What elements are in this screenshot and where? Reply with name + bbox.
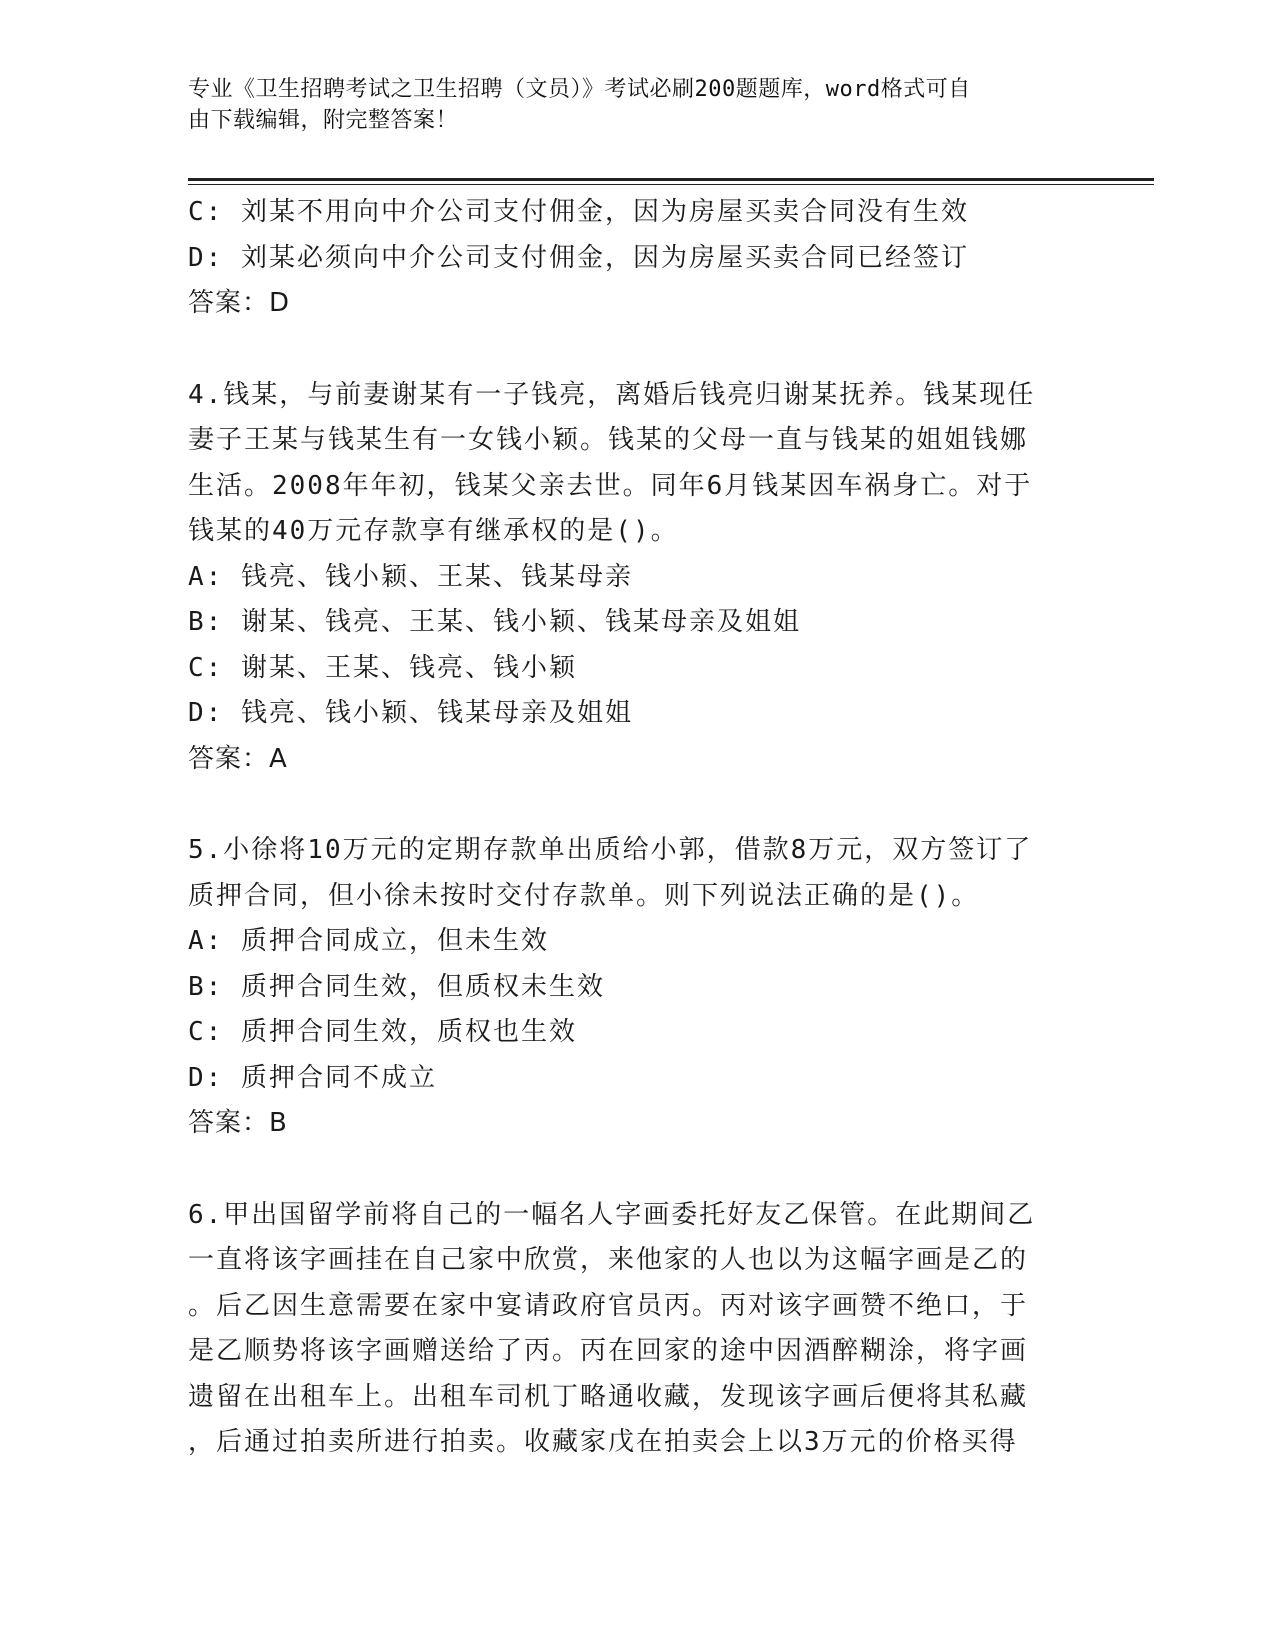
question-6 [188, 1193, 1068, 1466]
option-d: D: 质押合同不成立 [188, 1062, 437, 1093]
question-3 [188, 190, 1068, 327]
option-c: C: 谢某、王某、钱亮、钱小颖 [188, 652, 577, 683]
question-stem-line: 质押合同，但小徐未按时交付存款单。则下列说法正确的是()。 [188, 880, 980, 911]
question-stem-line: 一直将该字画挂在自己家中欣赏，来他家的人也以为这幅字画是乙的 [188, 1245, 1029, 1275]
option-c: C: 质押合同生效，质权也生效 [188, 1017, 577, 1047]
header-line-1: 专业《卫生招聘考试之卫生招聘（文员）》考试必刷200题题库，word格式可自 [188, 77, 971, 102]
question-gap [188, 782, 1068, 828]
question-stem-line: 是乙顺势将该字画赠送给了丙。丙在回家的途中因酒醉糊涂，将字画 [188, 1336, 1029, 1366]
option-a: A: 钱亮、钱小颖、王某、钱某母亲 [188, 561, 633, 592]
header-divider-thin [188, 184, 1154, 185]
question-stem-line: 。后乙因生意需要在家中宴请政府官员丙。丙对该字画赞不绝口，于 [188, 1290, 1029, 1321]
question-stem-line: 4.钱某，与前妻谢某有一子钱亮，离婚后钱亮归谢某抚养。钱某现任 [188, 379, 1036, 410]
question-4 [188, 373, 1068, 783]
option-b: B: 质押合同生效，但质权未生效 [188, 971, 605, 1002]
question-stem-line: 遗留在出租车上。出租车司机丁略通收藏，发现该字画后便将其私藏 [188, 1381, 1029, 1412]
question-stem-line: ，后通过拍卖所进行拍卖。收藏家戊在拍卖会上以3万元的价格买得 [188, 1427, 1018, 1457]
question-stem-line: 钱某的40万元存款享有继承权的是()。 [188, 516, 679, 546]
option-c: C: 刘某不用向中介公司支付佣金，因为房屋买卖合同没有生效 [188, 197, 969, 227]
header-line-2: 由下载编辑，附完整答案！ [188, 108, 459, 133]
question-gap [188, 327, 1068, 373]
option-d: D: 刘某必须向中介公司支付佣金，因为房屋买卖合同已经签订 [188, 242, 969, 273]
question-content [188, 190, 1068, 1466]
question-stem-line: 妻子王某与钱某生有一女钱小颖。钱某的父母一直与钱某的姐姐钱娜 [188, 425, 1029, 455]
option-d: D: 钱亮、钱小颖、钱某母亲及姐姐 [188, 698, 633, 728]
option-b: B: 谢某、钱亮、王某、钱小颖、钱某母亲及姐姐 [188, 607, 801, 637]
question-5 [188, 828, 1068, 1147]
option-a: A: 质押合同成立，但未生效 [188, 926, 549, 956]
header-divider-thick [188, 178, 1154, 181]
question-stem-line: 生活。2008年年初，钱某父亲去世。同年6月钱某因车祸身亡。对于 [188, 470, 1033, 501]
answer-line: 答案：D [188, 288, 291, 318]
answer-line: 答案：A [188, 743, 288, 774]
answer-line: 答案：B [188, 1108, 288, 1138]
document-header [188, 74, 1068, 136]
question-stem-line: 5.小徐将10万元的定期存款单出质给小郭，借款8万元，双方签订了 [188, 835, 1033, 865]
question-gap [188, 1147, 1068, 1193]
question-stem-line: 6.甲出国留学前将自己的一幅名人字画委托好友乙保管。在此期间乙 [188, 1199, 1036, 1230]
